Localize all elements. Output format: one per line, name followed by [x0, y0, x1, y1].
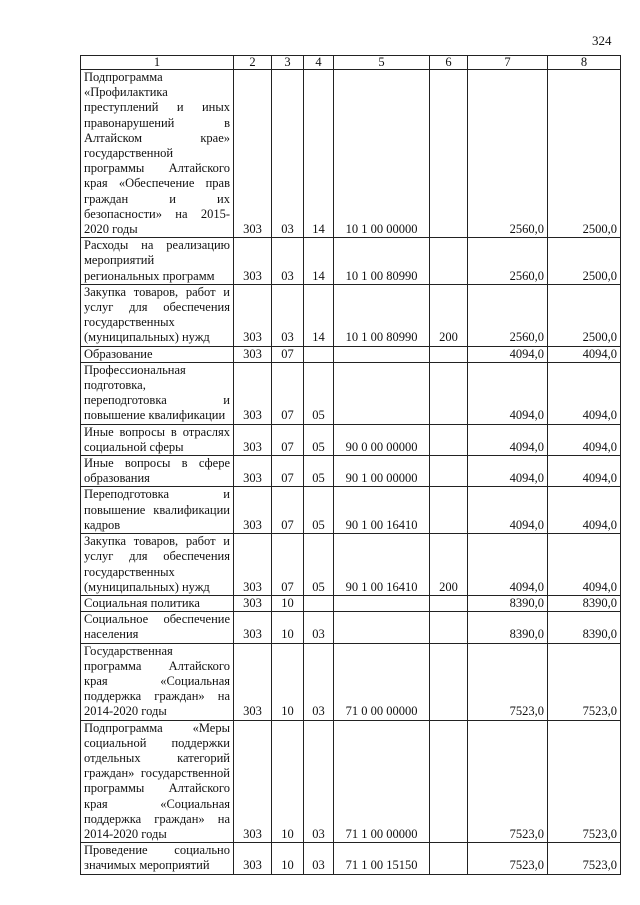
subsection-code: 14 [304, 70, 334, 238]
ministry-code: 303 [234, 612, 272, 643]
section-code: 07 [272, 346, 304, 362]
amount-col8: 7523,0 [548, 643, 621, 720]
ministry-code: 303 [234, 595, 272, 611]
ministry-code: 303 [234, 456, 272, 487]
amount-col8: 4094,0 [548, 534, 621, 596]
subsection-code: 03 [304, 720, 334, 843]
target-article-code [334, 346, 430, 362]
item-name: Иные вопросы в отраслях социальной сферы [81, 424, 234, 455]
section-code: 03 [272, 70, 304, 238]
amount-col8: 4094,0 [548, 346, 621, 362]
budget-table [80, 55, 621, 875]
table-row [81, 487, 621, 534]
col-header-6: 6 [430, 56, 468, 70]
subsection-code: 05 [304, 456, 334, 487]
expense-type-code [430, 612, 468, 643]
subsection-code [304, 346, 334, 362]
amount-col8: 8390,0 [548, 612, 621, 643]
col-header-1: 1 [81, 56, 234, 70]
amount-col7: 4094,0 [468, 456, 548, 487]
amount-col8: 8390,0 [548, 595, 621, 611]
target-article-code [334, 612, 430, 643]
ministry-code: 303 [234, 720, 272, 843]
target-article-code: 90 1 00 00000 [334, 456, 430, 487]
amount-col7: 2560,0 [468, 284, 548, 346]
amount-col7: 4094,0 [468, 424, 548, 455]
amount-col8: 2500,0 [548, 70, 621, 238]
item-name: Расходы на реализацию мероприятий региональных программ [81, 238, 234, 285]
amount-col7: 7523,0 [468, 843, 548, 874]
amount-col8: 2500,0 [548, 238, 621, 285]
table-row [81, 456, 621, 487]
item-name: Иные вопросы в сфере образования [81, 456, 234, 487]
expense-type-code [430, 487, 468, 534]
item-name: Закупка товаров, работ и услуг для обеспечения государственных (муниципальных) нужд [81, 284, 234, 346]
table-row [81, 595, 621, 611]
table-row [81, 284, 621, 346]
table-row [81, 720, 621, 843]
target-article-code: 71 1 00 00000 [334, 720, 430, 843]
target-article-code: 10 1 00 80990 [334, 284, 430, 346]
col-header-3: 3 [272, 56, 304, 70]
amount-col7: 4094,0 [468, 346, 548, 362]
amount-col7: 4094,0 [468, 534, 548, 596]
table-row [81, 238, 621, 285]
amount-col7: 2560,0 [468, 238, 548, 285]
amount-col8: 7523,0 [548, 843, 621, 874]
section-code: 10 [272, 843, 304, 874]
item-name: Социальное обеспечение населения [81, 612, 234, 643]
amount-col7: 7523,0 [468, 720, 548, 843]
amount-col8: 4094,0 [548, 362, 621, 424]
expense-type-code [430, 843, 468, 874]
item-name: Профессиональная подготовка, переподготовка и повышение квалификации [81, 362, 234, 424]
amount-col7: 8390,0 [468, 612, 548, 643]
ministry-code: 303 [234, 346, 272, 362]
amount-col8: 4094,0 [548, 456, 621, 487]
subsection-code: 14 [304, 284, 334, 346]
section-code: 10 [272, 720, 304, 843]
item-name: Переподготовка и повышение квалификации кадров [81, 487, 234, 534]
ministry-code: 303 [234, 362, 272, 424]
ministry-code: 303 [234, 424, 272, 455]
item-name: Социальная политика [81, 595, 234, 611]
amount-col7: 8390,0 [468, 595, 548, 611]
section-code: 03 [272, 238, 304, 285]
subsection-code: 14 [304, 238, 334, 285]
col-header-5: 5 [334, 56, 430, 70]
section-code: 03 [272, 284, 304, 346]
section-code: 07 [272, 487, 304, 534]
table-row [81, 346, 621, 362]
expense-type-code [430, 595, 468, 611]
subsection-code: 05 [304, 534, 334, 596]
table-row [81, 843, 621, 874]
table-row [81, 70, 621, 238]
subsection-code: 05 [304, 362, 334, 424]
item-name: Подпрограмма «Меры социальной поддержки отдельных категорий граждан» государственной программы Алтайского края «Социальная поддержка граждан» на 2014-2020 годы [81, 720, 234, 843]
amount-col7: 7523,0 [468, 643, 548, 720]
amount-col8: 4094,0 [548, 487, 621, 534]
item-name: Подпрограмма «Профилактика преступлений и иных правонарушений в Алтайском крае» государственной программы Алтайского края «Обеспечение прав граждан и их безопасности» на 2015-2020 годы [81, 70, 234, 238]
subsection-code: 03 [304, 843, 334, 874]
item-name: Проведение социально значимых мероприятий [81, 843, 234, 874]
table-row [81, 424, 621, 455]
amount-col8: 2500,0 [548, 284, 621, 346]
amount-col7: 4094,0 [468, 487, 548, 534]
section-code: 07 [272, 362, 304, 424]
subsection-code: 03 [304, 643, 334, 720]
expense-type-code [430, 424, 468, 455]
ministry-code: 303 [234, 238, 272, 285]
col-header-8: 8 [548, 56, 621, 70]
subsection-code: 03 [304, 612, 334, 643]
target-article-code [334, 595, 430, 611]
table-body [81, 70, 621, 875]
col-header-7: 7 [468, 56, 548, 70]
target-article-code: 90 1 00 16410 [334, 487, 430, 534]
col-header-4: 4 [304, 56, 334, 70]
section-code: 10 [272, 595, 304, 611]
section-code: 07 [272, 424, 304, 455]
amount-col7: 2560,0 [468, 70, 548, 238]
item-name: Закупка товаров, работ и услуг для обеспечения государственных (муниципальных) нужд [81, 534, 234, 596]
ministry-code: 303 [234, 284, 272, 346]
subsection-code [304, 595, 334, 611]
expense-type-code [430, 70, 468, 238]
ministry-code: 303 [234, 843, 272, 874]
section-code: 10 [272, 643, 304, 720]
section-code: 07 [272, 534, 304, 596]
target-article-code: 90 1 00 16410 [334, 534, 430, 596]
header-row [81, 56, 621, 70]
page-number: 324 [592, 33, 612, 48]
amount-col8: 4094,0 [548, 424, 621, 455]
target-article-code: 90 0 00 00000 [334, 424, 430, 455]
subsection-code: 05 [304, 424, 334, 455]
expense-type-code [430, 643, 468, 720]
table-row [81, 534, 621, 596]
item-name: Государственная программа Алтайского края «Социальная поддержка граждан» на 2014-2020 годы [81, 643, 234, 720]
ministry-code: 303 [234, 487, 272, 534]
expense-type-code: 200 [430, 284, 468, 346]
table-row [81, 362, 621, 424]
section-code: 07 [272, 456, 304, 487]
expense-type-code [430, 720, 468, 843]
target-article-code: 10 1 00 00000 [334, 70, 430, 238]
col-header-2: 2 [234, 56, 272, 70]
expense-type-code [430, 346, 468, 362]
item-name: Образование [81, 346, 234, 362]
target-article-code [334, 362, 430, 424]
ministry-code: 303 [234, 70, 272, 238]
target-article-code: 10 1 00 80990 [334, 238, 430, 285]
target-article-code: 71 0 00 00000 [334, 643, 430, 720]
amount-col7: 4094,0 [468, 362, 548, 424]
expense-type-code [430, 238, 468, 285]
expense-type-code [430, 456, 468, 487]
amount-col8: 7523,0 [548, 720, 621, 843]
expense-type-code [430, 362, 468, 424]
section-code: 10 [272, 612, 304, 643]
ministry-code: 303 [234, 643, 272, 720]
ministry-code: 303 [234, 534, 272, 596]
table-row [81, 643, 621, 720]
target-article-code: 71 1 00 15150 [334, 843, 430, 874]
subsection-code: 05 [304, 487, 334, 534]
table-row [81, 612, 621, 643]
expense-type-code: 200 [430, 534, 468, 596]
